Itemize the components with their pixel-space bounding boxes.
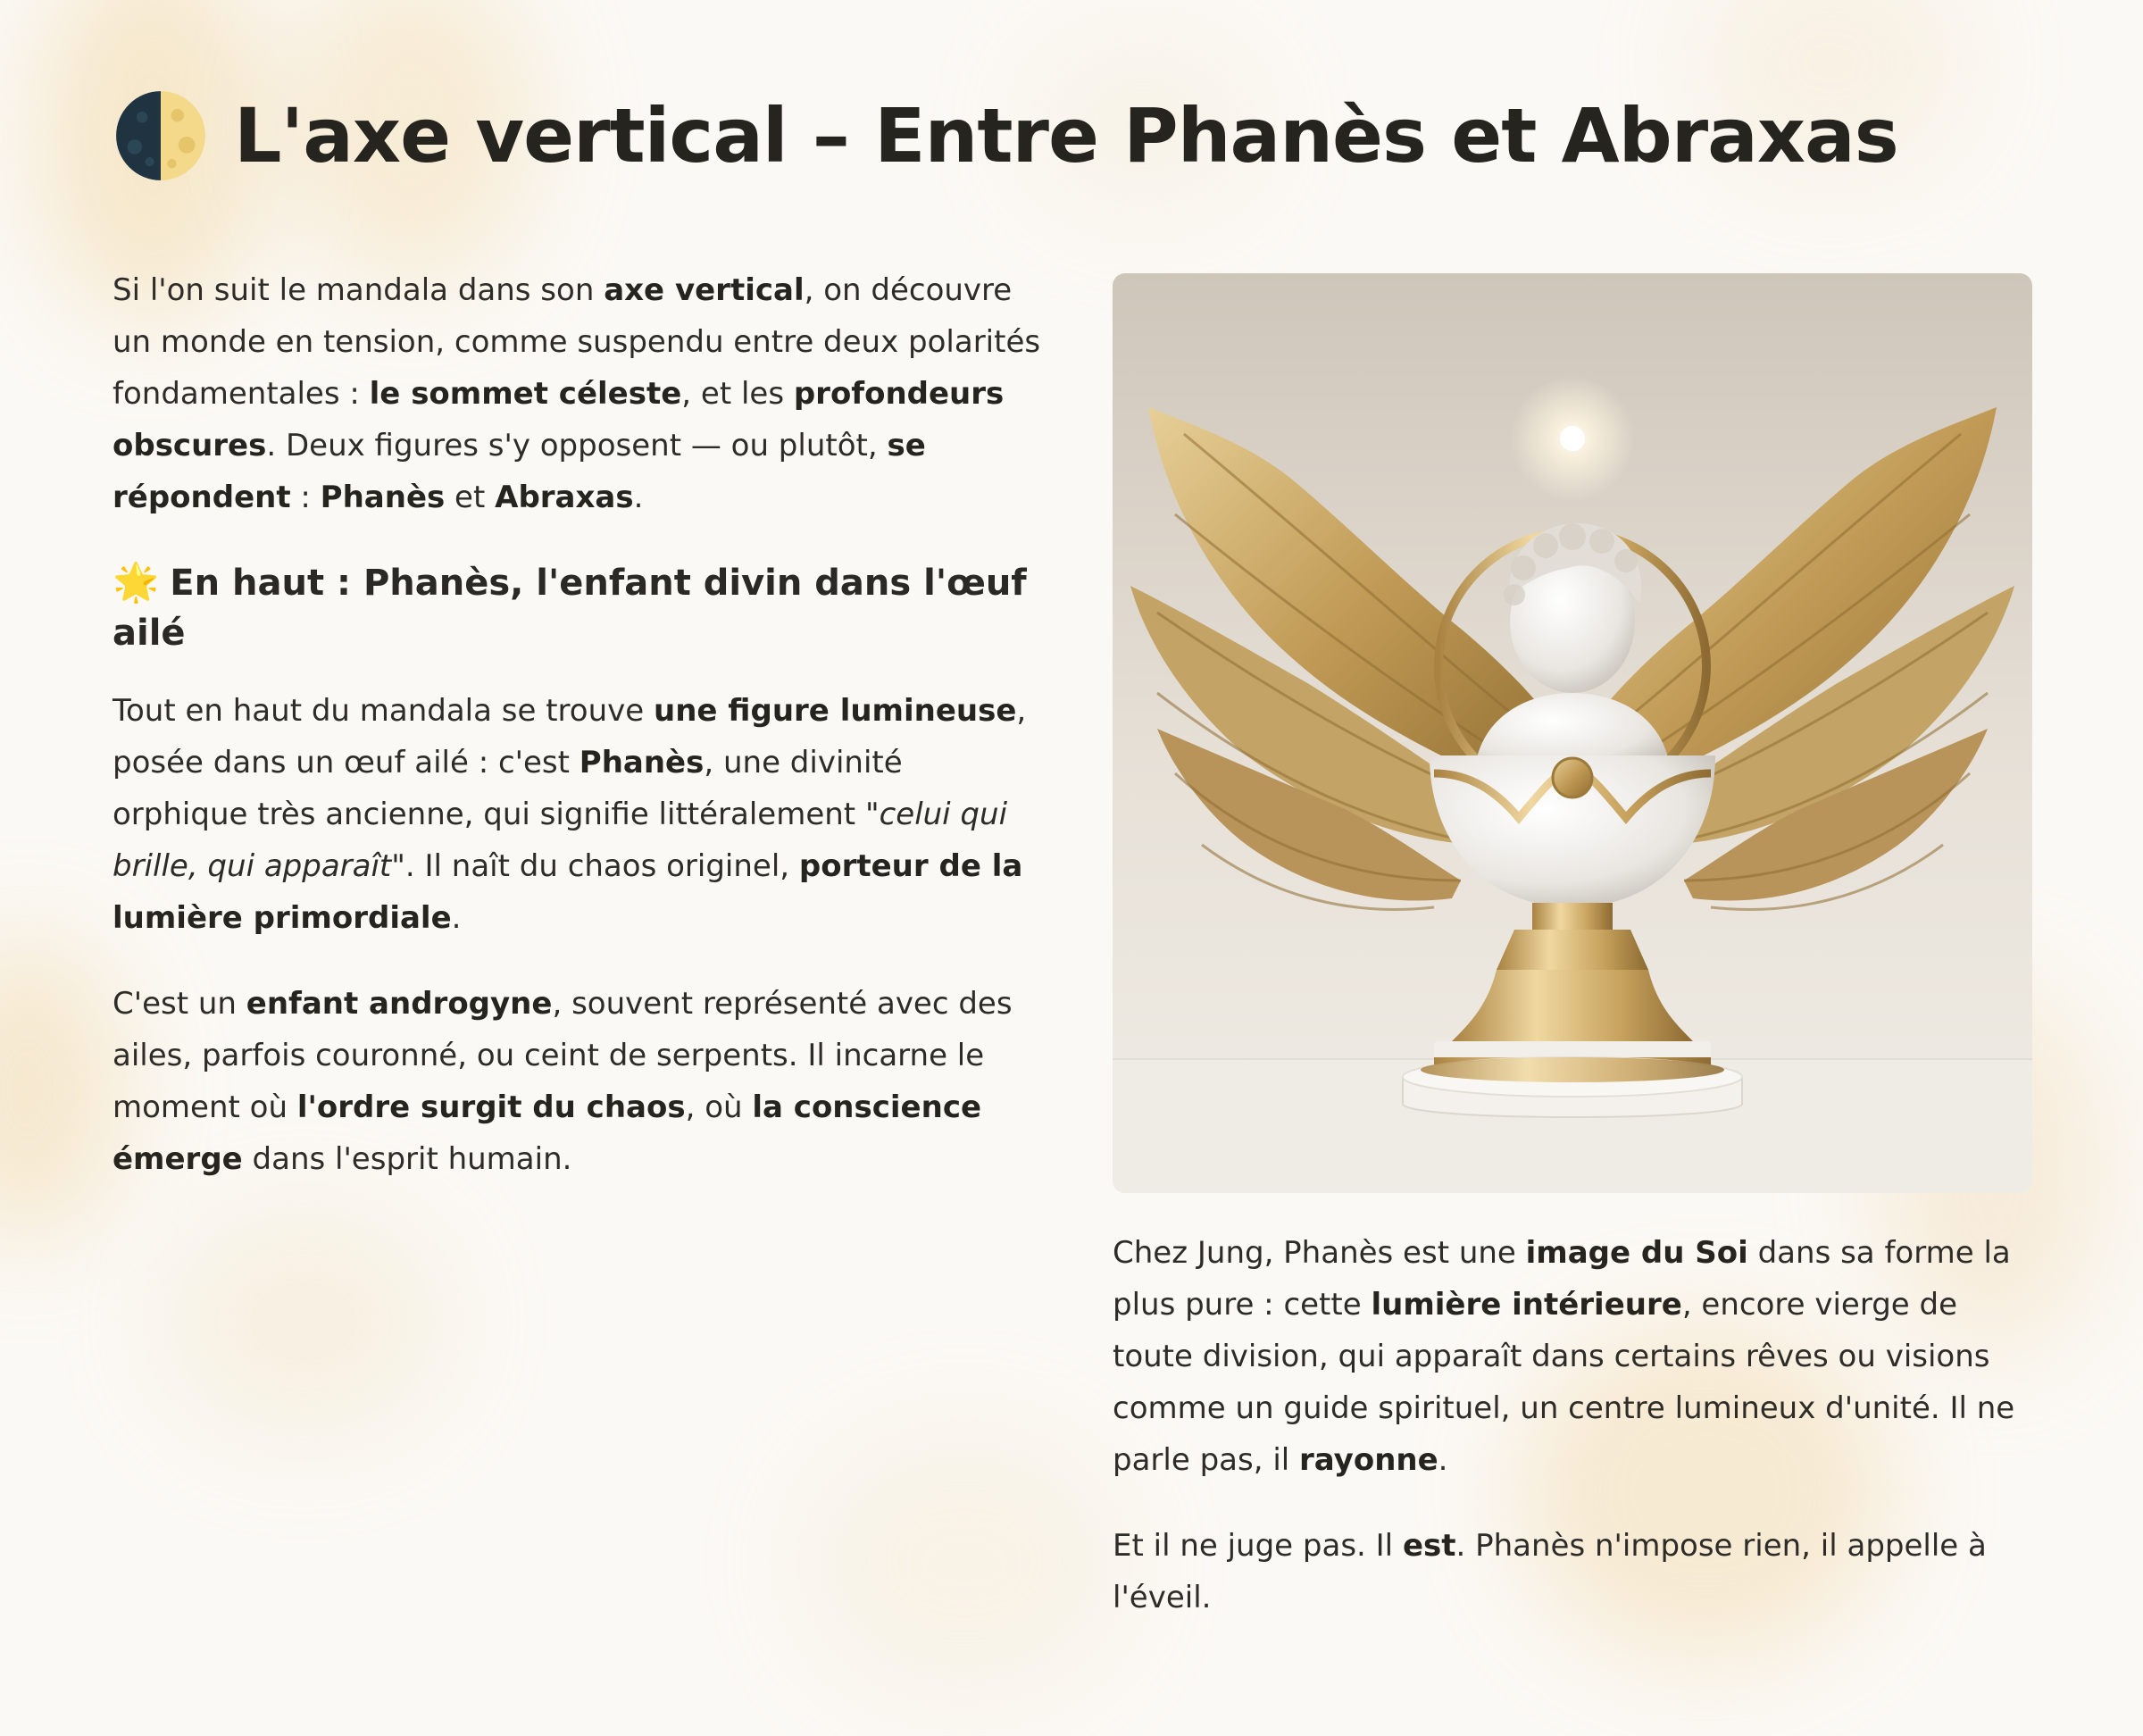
- jung-paragraph: Chez Jung, Phanès est une image du Soi dans sa forme la plus pure : cette lumière intérieure, encore vierge de toute division, qui apparaît dans certains rêves ou visions comme un guide spirituel, un centre lumineux d'unité. Il ne parle pas, il rayonne.: [1113, 1235, 2015, 1478]
- first-quarter-moon-icon: [114, 89, 207, 182]
- left-column: [113, 264, 1045, 1219]
- closing-paragraph: Et il ne juge pas. Il est. Phanès n'impose rien, il appelle à l'éveil.: [1113, 1528, 1987, 1615]
- phanes-illustration: [1113, 273, 2032, 1193]
- page-title: L'axe vertical – Entre Phanès et Abraxas: [234, 92, 1898, 179]
- intro-paragraph: Si l'on suit le mandala dans son axe vertical, on découvre un monde en tension, comme suspendu entre deux polarités fondamentales : le sommet céleste, et les profondeurs obscures. Deux figures s'y opposent — ou plutôt, se répondent : Phanès et Abraxas.: [113, 272, 1041, 515]
- right-column-text: [1113, 1227, 2045, 1657]
- androgyne-paragraph: C'est un enfant androgyne, souvent représenté avec des ailes, parfois couronné, ou ceint de serpents. Il incarne le moment où l'ordre surgit du chaos, où la conscience émerge dans l'esprit humain.: [113, 986, 1013, 1177]
- title-row: [114, 89, 1898, 182]
- glowing-star-icon: 🌟: [113, 560, 160, 604]
- phanes-paragraph: Tout en haut du mandala se trouve une figure lumineuse, posée dans un œuf ailé : c'est Phanès, une divinité orphique très ancienne, qui signifie littéralement "celui qui brille, qui apparaît". Il naît du chaos originel, porteur de la lumière primordiale.: [113, 693, 1027, 936]
- section-heading: 🌟 En haut : Phanès, l'enfant divin dans l'œuf ailé: [113, 557, 1045, 658]
